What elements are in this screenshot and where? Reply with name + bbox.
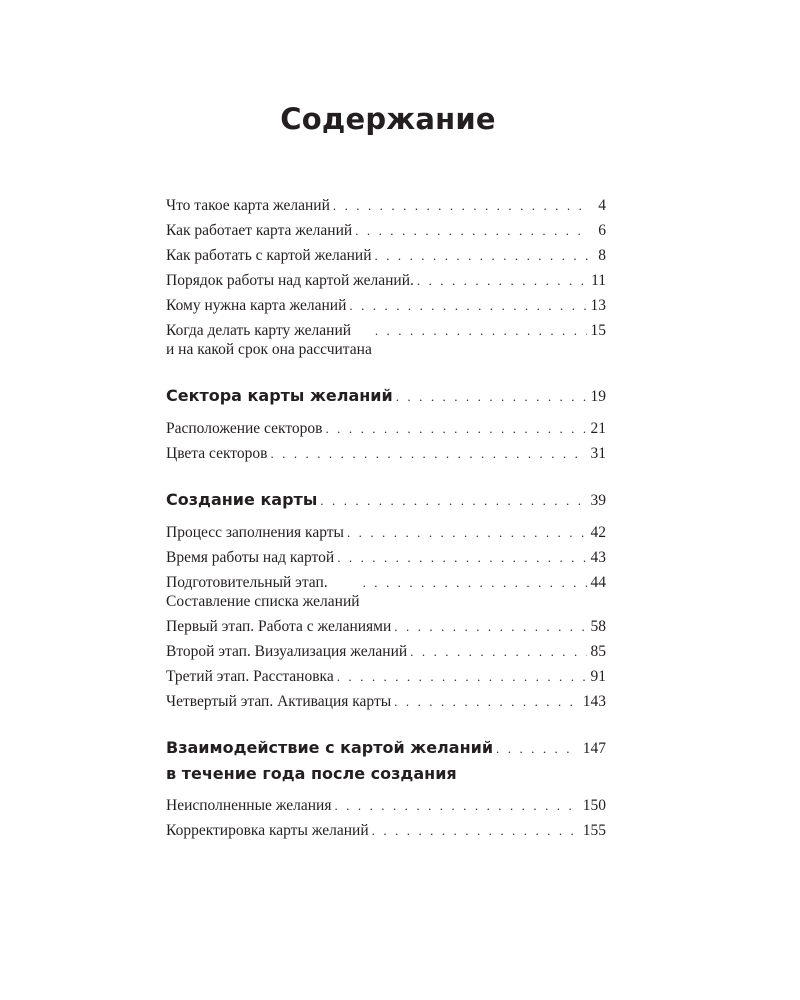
dot-leader	[363, 573, 587, 592]
dot-leader	[337, 667, 587, 686]
page-number: 21	[590, 420, 606, 437]
toc-entry[interactable]	[166, 692, 606, 711]
page-number: 85	[590, 643, 606, 660]
toc-section-heading[interactable]	[166, 735, 606, 787]
entry-title: Корректировка карты желаний	[166, 822, 369, 839]
page-number: 31	[590, 445, 606, 462]
toc-entry[interactable]	[166, 444, 606, 463]
toc-entry[interactable]	[166, 617, 606, 636]
section-heading-text: Взаимодействие с картой желаний в течение года после создания	[166, 738, 494, 783]
dot-leader	[394, 617, 586, 636]
entry-title: Первый этап. Работа с желаниями	[166, 618, 392, 635]
page-title: Содержание	[280, 102, 496, 136]
toc-section	[166, 735, 606, 840]
toc-entry[interactable]	[166, 821, 606, 840]
entry-title: Как работать с картой желаний	[166, 247, 372, 264]
entry-title: Цвета секторов	[166, 445, 268, 462]
toc-entry[interactable]	[166, 642, 606, 661]
page-number: 15	[590, 322, 606, 339]
toc-section	[166, 383, 606, 463]
dot-leader	[320, 488, 586, 514]
section-heading-text: Создание карты	[166, 490, 318, 509]
entry-title: Процесс заполнения карты	[166, 524, 344, 541]
entry-title: Как работает карта желаний	[166, 222, 353, 239]
entry-title: Кому нужна карта желаний	[166, 297, 347, 314]
dot-leader	[355, 221, 590, 240]
dot-leader	[375, 321, 587, 340]
page-number: 155	[582, 822, 606, 839]
toc-entry[interactable]	[166, 573, 606, 611]
dot-leader	[496, 736, 579, 762]
entry-title: Когда делать карту желаний и на какой срок она рассчитана	[166, 322, 372, 358]
dot-leader	[333, 196, 590, 215]
dot-leader	[394, 692, 579, 711]
page-number: 44	[590, 574, 606, 591]
toc-section-heading[interactable]	[166, 383, 606, 410]
page-number: 147	[582, 740, 606, 757]
page-number: 6	[598, 222, 606, 239]
dot-leader	[334, 796, 578, 815]
entry-title: Неисполненные желания	[166, 797, 332, 814]
dot-leader	[417, 271, 587, 290]
dot-leader	[375, 246, 591, 265]
toc-section	[166, 196, 606, 359]
dot-leader	[325, 419, 586, 438]
dot-leader	[410, 642, 586, 661]
dot-leader	[396, 384, 587, 410]
dot-leader	[347, 523, 587, 542]
toc-entry[interactable]	[166, 667, 606, 686]
entry-title: Что такое карта желаний	[166, 197, 330, 214]
table-of-contents	[166, 196, 606, 846]
page-number: 13	[590, 297, 606, 314]
toc-entry[interactable]	[166, 246, 606, 265]
entry-title: Время работы над картой	[166, 549, 335, 566]
page-number: 150	[582, 797, 606, 814]
entry-title: Порядок работы над картой желаний.	[166, 272, 414, 289]
entry-title: Подготовительный этап. Составление списка желаний	[166, 574, 360, 610]
entry-title: Второй этап. Визуализация желаний	[166, 643, 408, 660]
toc-entry[interactable]	[166, 548, 606, 567]
dot-leader	[349, 296, 586, 315]
page-number: 4	[598, 197, 606, 214]
entry-title: Четвертый этап. Активация карты	[166, 693, 392, 710]
page-number: 58	[590, 618, 606, 635]
entry-title: Третий этап. Расстановка	[166, 668, 334, 685]
toc-entry[interactable]	[166, 419, 606, 438]
toc-entry[interactable]	[166, 221, 606, 240]
toc-section	[166, 487, 606, 711]
dot-leader	[372, 821, 579, 840]
section-heading-text: Сектора карты желаний	[166, 386, 393, 405]
toc-entry[interactable]	[166, 321, 606, 359]
toc-entry[interactable]	[166, 296, 606, 315]
page-number: 8	[598, 247, 606, 264]
page-number: 39	[590, 492, 606, 509]
page-number: 11	[591, 272, 606, 289]
toc-section-heading[interactable]	[166, 487, 606, 514]
page-number: 91	[590, 668, 606, 685]
page-number: 43	[590, 549, 606, 566]
entry-title: Расположение секторов	[166, 420, 323, 437]
dot-leader	[270, 444, 586, 463]
dot-leader	[337, 548, 586, 567]
page-number: 143	[582, 693, 606, 710]
toc-entry[interactable]	[166, 196, 606, 215]
toc-entry[interactable]	[166, 523, 606, 542]
toc-entry[interactable]	[166, 796, 606, 815]
page-number: 42	[590, 524, 606, 541]
toc-entry[interactable]	[166, 271, 606, 290]
page-number: 19	[590, 388, 606, 405]
